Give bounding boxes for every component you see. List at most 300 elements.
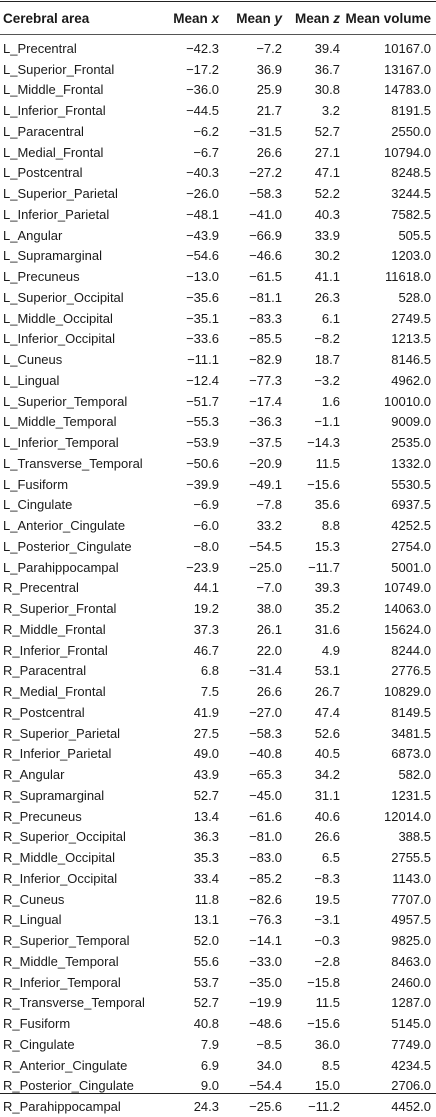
cell-mean-volume: 4452.0 xyxy=(391,1099,431,1115)
table-row xyxy=(0,266,436,287)
cell-area: L_Medial_Frontal xyxy=(3,144,104,160)
cell-area: R_Middle_Temporal xyxy=(3,953,119,969)
cell-mean-volume: 8146.5 xyxy=(391,352,431,368)
table-row xyxy=(0,121,436,142)
cell-mean-x: 36.3 xyxy=(193,829,219,845)
cell-mean-z: −3.2 xyxy=(314,372,340,388)
cell-mean-volume: 1143.0 xyxy=(392,870,431,886)
cell-mean-y: 22.0 xyxy=(256,642,282,658)
header-cerebral-area: Cerebral area xyxy=(3,10,90,26)
cell-area: L_Lingual xyxy=(3,372,60,388)
cell-mean-x: 9.0 xyxy=(200,1078,219,1094)
cell-area: L_Precentral xyxy=(3,40,77,56)
cell-mean-z: 3.2 xyxy=(321,103,340,119)
cell-area: L_Paracentral xyxy=(3,123,84,139)
cell-mean-x: −50.6 xyxy=(186,455,219,471)
cell-area: R_Superior_Temporal xyxy=(3,933,130,949)
cell-mean-y: −85.2 xyxy=(249,870,282,886)
cell-mean-volume: 5530.5 xyxy=(391,476,431,492)
cell-mean-x: 27.5 xyxy=(193,725,219,741)
cell-mean-z: 40.5 xyxy=(314,746,340,762)
table-row xyxy=(0,204,436,225)
table-row xyxy=(0,1055,436,1076)
cell-mean-x: −55.3 xyxy=(186,414,219,430)
cell-mean-volume: 10749.0 xyxy=(384,580,431,596)
table-row xyxy=(0,225,436,246)
cell-mean-z: 8.5 xyxy=(321,1057,340,1073)
table-row xyxy=(0,163,436,184)
cell-mean-z: 26.3 xyxy=(314,289,340,305)
cell-area: L_Inferior_Frontal xyxy=(3,103,106,119)
cell-mean-y: 25.9 xyxy=(256,82,282,98)
table-row xyxy=(0,910,436,931)
cell-mean-x: 52.7 xyxy=(193,995,219,1011)
cell-mean-y: −76.3 xyxy=(249,912,282,928)
header-mean-volume: Mean volume xyxy=(345,10,431,26)
cell-mean-x: 19.2 xyxy=(193,601,219,617)
cell-area: R_Inferior_Temporal xyxy=(3,974,121,990)
cell-mean-y: −33.0 xyxy=(249,953,282,969)
cell-mean-x: 7.9 xyxy=(200,1036,219,1052)
cell-mean-z: 47.1 xyxy=(314,165,340,181)
cell-mean-z: −14.3 xyxy=(307,435,340,451)
header-mean-y xyxy=(219,11,282,26)
cell-area: R_Superior_Occipital xyxy=(3,829,126,845)
cell-mean-z: 39.3 xyxy=(314,580,340,596)
cell-mean-z: 35.2 xyxy=(314,601,340,617)
cell-mean-volume: 505.5 xyxy=(398,227,431,243)
cell-mean-x: 33.4 xyxy=(193,870,219,886)
cell-mean-x: −51.7 xyxy=(186,393,219,409)
cell-mean-y: −7.0 xyxy=(256,580,282,596)
cell-area: R_Fusiform xyxy=(3,1016,71,1032)
cell-mean-x: −36.0 xyxy=(186,82,219,98)
cell-mean-x: 37.3 xyxy=(193,621,219,637)
cell-mean-y: −65.3 xyxy=(249,767,282,783)
table-row xyxy=(0,515,436,536)
cell-mean-x: −40.3 xyxy=(186,165,219,181)
cell-mean-z: 39.4 xyxy=(314,40,340,56)
cell-mean-volume: 1332.0 xyxy=(391,455,431,471)
cell-mean-y: −48.6 xyxy=(249,1016,282,1032)
cell-mean-z: 36.7 xyxy=(314,61,340,77)
cell-mean-volume: 1287.0 xyxy=(391,995,431,1011)
cell-mean-z: 40.6 xyxy=(314,808,340,824)
cell-mean-x: 40.8 xyxy=(193,1016,219,1032)
table-row xyxy=(0,951,436,972)
cell-mean-z: 26.6 xyxy=(314,829,340,845)
cell-mean-volume: 3481.5 xyxy=(391,725,431,741)
header-mean-y-var: y xyxy=(274,10,282,26)
cell-mean-z: −15.6 xyxy=(307,476,340,492)
cell-mean-volume: 7749.0 xyxy=(391,1036,431,1052)
table-row xyxy=(0,370,436,391)
cell-mean-volume: 4234.5 xyxy=(391,1057,431,1073)
cell-mean-volume: 2706.0 xyxy=(391,1078,431,1094)
cell-mean-x: −43.9 xyxy=(186,227,219,243)
cell-mean-y: −82.9 xyxy=(249,352,282,368)
cell-mean-x: −11.1 xyxy=(187,352,219,368)
cell-mean-x: −35.6 xyxy=(186,289,219,305)
cell-mean-volume: 2749.5 xyxy=(391,310,431,326)
cell-mean-x: −6.9 xyxy=(193,497,219,513)
table-row xyxy=(0,536,436,557)
cell-mean-volume: 6937.5 xyxy=(391,497,431,513)
cell-mean-z: −8.3 xyxy=(314,870,340,886)
table-row xyxy=(0,100,436,121)
cell-mean-volume: 12014.0 xyxy=(384,808,431,824)
cell-mean-y: −77.3 xyxy=(249,372,282,388)
table-row xyxy=(0,1096,436,1117)
cell-area: R_Medial_Frontal xyxy=(3,684,106,700)
cell-area: L_Transverse_Temporal xyxy=(3,455,143,471)
cell-mean-x: −6.2 xyxy=(193,123,219,139)
cell-mean-z: 36.0 xyxy=(314,1036,340,1052)
cell-mean-y: −7.2 xyxy=(256,40,282,56)
cell-area: L_Postcentral xyxy=(3,165,83,181)
cell-mean-x: −6.7 xyxy=(193,144,219,160)
cell-mean-y: −45.0 xyxy=(249,787,282,803)
cell-mean-volume: 4252.5 xyxy=(391,518,431,534)
table-row xyxy=(0,1034,436,1055)
cell-mean-x: −26.0 xyxy=(186,186,219,202)
cell-mean-volume: 2755.5 xyxy=(391,850,431,866)
cell-mean-y: −82.6 xyxy=(249,891,282,907)
cell-mean-x: 52.7 xyxy=(193,787,219,803)
table-row xyxy=(0,827,436,848)
cell-mean-z: 26.7 xyxy=(314,684,340,700)
table-row xyxy=(0,308,436,329)
table-row xyxy=(0,868,436,889)
table-row xyxy=(0,183,436,204)
cell-mean-volume: 6873.0 xyxy=(391,746,431,762)
cell-mean-volume: 4962.0 xyxy=(391,372,431,388)
cell-mean-z: 52.2 xyxy=(314,186,340,202)
table-row xyxy=(0,38,436,59)
cell-area: L_Cuneus xyxy=(3,352,63,368)
cell-mean-y: 38.0 xyxy=(256,601,282,617)
table-row xyxy=(0,785,436,806)
cell-mean-z: −1.1 xyxy=(314,414,340,430)
cell-area: L_Superior_Occipital xyxy=(3,289,124,305)
header-mean-x xyxy=(149,11,219,26)
cell-mean-volume: 8149.5 xyxy=(391,704,431,720)
table-row xyxy=(0,59,436,80)
header-mean-x-prefix: Mean xyxy=(173,10,212,26)
cell-mean-x: −13.0 xyxy=(186,269,219,285)
cell-area: R_Lingual xyxy=(3,912,62,928)
table-row xyxy=(0,889,436,910)
table-row xyxy=(0,474,436,495)
cell-mean-volume: 8248.5 xyxy=(391,165,431,181)
cell-mean-volume: 14063.0 xyxy=(384,601,431,617)
table-row xyxy=(0,495,436,516)
cell-mean-z: 18.7 xyxy=(314,352,340,368)
cell-mean-y: 34.0 xyxy=(256,1057,282,1073)
cell-area: L_Superior_Parietal xyxy=(3,186,118,202)
cell-mean-y: −83.0 xyxy=(249,850,282,866)
table-row xyxy=(0,391,436,412)
cell-area: L_Angular xyxy=(3,227,63,243)
cell-area: R_Inferior_Parietal xyxy=(3,746,112,762)
cell-mean-z: 11.5 xyxy=(315,995,340,1011)
table-row xyxy=(0,142,436,163)
cell-mean-volume: 1213.5 xyxy=(391,331,431,347)
cell-mean-volume: 8463.0 xyxy=(391,953,431,969)
table-row xyxy=(0,681,436,702)
cell-mean-z: 30.2 xyxy=(314,248,340,264)
cell-area: R_Transverse_Temporal xyxy=(3,995,145,1011)
cell-mean-y: −25.0 xyxy=(249,559,282,575)
cell-mean-volume: 388.5 xyxy=(398,829,431,845)
cell-mean-z: −11.7 xyxy=(308,559,340,575)
cell-mean-z: 31.1 xyxy=(314,787,340,803)
cell-mean-y: −36.3 xyxy=(249,414,282,430)
cell-mean-y: −20.9 xyxy=(249,455,282,471)
cell-mean-y: 26.6 xyxy=(256,684,282,700)
table-row xyxy=(0,619,436,640)
cell-mean-volume: 8191.5 xyxy=(391,103,431,119)
cell-mean-volume: 5145.0 xyxy=(391,1016,431,1032)
cell-area: R_Precuneus xyxy=(3,808,82,824)
cell-area: R_Cuneus xyxy=(3,891,65,907)
cell-mean-volume: 2535.0 xyxy=(391,435,431,451)
table-row xyxy=(0,598,436,619)
cell-mean-volume: 7707.0 xyxy=(391,891,431,907)
cell-mean-volume: 4957.5 xyxy=(391,912,431,928)
cell-mean-y: 36.9 xyxy=(256,61,282,77)
table-row xyxy=(0,557,436,578)
cell-area: R_Cingulate xyxy=(3,1036,75,1052)
cell-mean-y: −61.5 xyxy=(249,269,282,285)
cell-mean-x: −6.0 xyxy=(193,518,219,534)
cell-mean-volume: 10829.0 xyxy=(384,684,431,700)
table-row xyxy=(0,1013,436,1034)
cell-mean-y: −8.5 xyxy=(256,1036,282,1052)
cell-area: R_Anterior_Cingulate xyxy=(3,1057,128,1073)
table-bottom-rule xyxy=(0,1093,436,1094)
cell-mean-volume: 528.0 xyxy=(398,289,431,305)
cell-mean-z: −3.1 xyxy=(314,912,340,928)
cell-mean-x: 6.8 xyxy=(200,663,219,679)
cell-area: L_Superior_Frontal xyxy=(3,61,115,77)
table-row xyxy=(0,723,436,744)
table-row xyxy=(0,640,436,661)
cell-mean-x: 52.0 xyxy=(193,933,219,949)
cell-mean-x: 49.0 xyxy=(193,746,219,762)
cell-area: R_Superior_Parietal xyxy=(3,725,121,741)
cell-mean-volume: 14783.0 xyxy=(384,82,431,98)
table-row xyxy=(0,453,436,474)
cell-area: L_Cingulate xyxy=(3,497,73,513)
cell-mean-x: 11.8 xyxy=(194,891,219,907)
cell-area: R_Precentral xyxy=(3,580,79,596)
cell-mean-y: −41.0 xyxy=(249,206,282,222)
cell-mean-volume: 1231.5 xyxy=(391,787,431,803)
cell-area: L_Anterior_Cingulate xyxy=(3,518,126,534)
table-row xyxy=(0,806,436,827)
table-header-rule xyxy=(0,34,436,35)
header-mean-z-prefix: Mean xyxy=(294,10,334,26)
cell-mean-volume: 13167.0 xyxy=(384,61,431,77)
cell-mean-x: −44.5 xyxy=(186,103,219,119)
cell-mean-volume: 5001.0 xyxy=(391,559,431,575)
cell-mean-y: −7.8 xyxy=(256,497,282,513)
cell-mean-y: −25.6 xyxy=(249,1099,282,1115)
cell-area: R_Postcentral xyxy=(3,704,85,720)
cell-area: L_Fusiform xyxy=(3,476,69,492)
table-row xyxy=(0,329,436,350)
cell-mean-y: −40.8 xyxy=(249,746,282,762)
table-row xyxy=(0,578,436,599)
cell-mean-x: 6.9 xyxy=(200,1057,219,1073)
cell-area: L_Parahippocampal xyxy=(3,559,119,575)
cell-mean-z: 33.9 xyxy=(314,227,340,243)
cell-mean-z: 19.5 xyxy=(314,891,340,907)
cell-mean-z: 30.8 xyxy=(314,82,340,98)
cell-mean-z: 53.1 xyxy=(314,663,340,679)
cell-mean-x: 53.7 xyxy=(193,974,219,990)
cell-mean-y: −35.0 xyxy=(249,974,282,990)
cell-area: R_Posterior_Cingulate xyxy=(3,1078,134,1094)
cell-mean-z: 40.3 xyxy=(314,206,340,222)
cell-mean-y: −46.6 xyxy=(249,248,282,264)
cell-mean-x: 7.5 xyxy=(200,684,219,700)
cell-mean-x: 13.1 xyxy=(193,912,219,928)
cell-mean-x: 24.3 xyxy=(193,1099,219,1115)
cell-mean-volume: 9825.0 xyxy=(391,933,431,949)
cell-mean-z: 15.0 xyxy=(314,1078,340,1094)
cell-mean-y: −58.3 xyxy=(249,725,282,741)
cell-mean-z: 4.9 xyxy=(321,642,340,658)
table-row xyxy=(0,287,436,308)
cell-mean-y: −27.2 xyxy=(249,165,282,181)
table-row xyxy=(0,80,436,101)
cell-mean-y: −58.3 xyxy=(249,186,282,202)
cell-mean-y: −61.6 xyxy=(249,808,282,824)
table-row xyxy=(0,744,436,765)
cell-mean-x: 43.9 xyxy=(193,767,219,783)
cell-mean-volume: 2460.0 xyxy=(391,974,431,990)
table-row xyxy=(0,661,436,682)
cell-mean-y: −31.5 xyxy=(249,123,282,139)
cell-area: L_Inferior_Parietal xyxy=(3,206,110,222)
cell-mean-y: −85.5 xyxy=(249,331,282,347)
cell-area: L_Inferior_Temporal xyxy=(3,435,119,451)
cell-mean-volume: 11618.0 xyxy=(384,269,431,285)
cell-mean-z: 52.6 xyxy=(314,725,340,741)
cell-mean-y: −31.4 xyxy=(249,663,282,679)
cell-area: L_Supramarginal xyxy=(3,248,103,264)
cell-mean-volume: 10167.0 xyxy=(384,40,431,56)
cell-mean-x: 35.3 xyxy=(193,850,219,866)
cell-area: L_Posterior_Cingulate xyxy=(3,538,132,554)
cell-mean-volume: 9009.0 xyxy=(391,414,431,430)
cell-mean-x: −48.1 xyxy=(186,206,219,222)
cell-mean-volume: 8244.0 xyxy=(391,642,431,658)
cell-mean-y: −27.0 xyxy=(249,704,282,720)
cell-mean-volume: 582.0 xyxy=(398,767,431,783)
cell-mean-volume: 7582.5 xyxy=(391,206,431,222)
cell-area: R_Parahippocampal xyxy=(3,1099,121,1115)
cell-mean-volume: 10794.0 xyxy=(384,144,431,160)
cell-mean-x: 55.6 xyxy=(193,953,219,969)
table-row xyxy=(0,432,436,453)
cell-mean-y: −81.1 xyxy=(249,289,282,305)
table-row xyxy=(0,972,436,993)
cell-area: R_Middle_Occipital xyxy=(3,850,115,866)
cell-mean-z: 52.7 xyxy=(314,123,340,139)
table-row xyxy=(0,246,436,267)
cell-mean-x: −35.1 xyxy=(186,310,219,326)
cell-mean-x: 13.4 xyxy=(193,808,219,824)
cell-mean-z: 47.4 xyxy=(314,704,340,720)
cell-area: R_Supramarginal xyxy=(3,787,105,803)
header-mean-z xyxy=(282,11,340,26)
cell-mean-z: 34.2 xyxy=(314,767,340,783)
cell-mean-x: 46.7 xyxy=(193,642,219,658)
cell-mean-y: −83.3 xyxy=(249,310,282,326)
cell-area: L_Middle_Temporal xyxy=(3,414,117,430)
cell-mean-x: 41.9 xyxy=(193,704,219,720)
cell-mean-z: 31.6 xyxy=(314,621,340,637)
table-row xyxy=(0,847,436,868)
cell-mean-z: −11.2 xyxy=(308,1099,340,1115)
cell-mean-y: −49.1 xyxy=(249,476,282,492)
cell-area: L_Middle_Frontal xyxy=(3,82,104,98)
cell-mean-x: −17.2 xyxy=(186,61,219,77)
cell-mean-z: 15.3 xyxy=(314,538,340,554)
cell-mean-z: 6.5 xyxy=(321,850,340,866)
cell-mean-x: −12.4 xyxy=(186,372,219,388)
cell-mean-y: −66.9 xyxy=(249,227,282,243)
cell-area: R_Superior_Frontal xyxy=(3,601,117,617)
cell-mean-y: −17.4 xyxy=(249,393,282,409)
cell-mean-x: −54.6 xyxy=(186,248,219,264)
cell-area: R_Inferior_Frontal xyxy=(3,642,108,658)
cell-mean-z: −15.8 xyxy=(307,974,340,990)
cell-area: L_Superior_Temporal xyxy=(3,393,128,409)
cell-mean-y: 26.1 xyxy=(256,621,282,637)
cell-mean-z: 6.1 xyxy=(321,310,340,326)
cell-mean-volume: 15624.0 xyxy=(384,621,431,637)
cell-mean-x: −42.3 xyxy=(186,40,219,56)
cell-mean-y: −81.0 xyxy=(249,829,282,845)
cell-mean-x: −8.0 xyxy=(193,538,219,554)
table-row xyxy=(0,702,436,723)
cell-mean-x: −23.9 xyxy=(186,559,219,575)
cell-mean-volume: 2776.5 xyxy=(391,663,431,679)
cell-mean-y: 21.7 xyxy=(256,103,282,119)
cell-mean-x: −33.6 xyxy=(186,331,219,347)
cell-mean-volume: 10010.0 xyxy=(384,393,431,409)
cell-mean-z: 1.6 xyxy=(321,393,340,409)
header-mean-z-var: z xyxy=(333,10,340,26)
cell-mean-z: −0.3 xyxy=(314,933,340,949)
cell-mean-z: 35.6 xyxy=(314,497,340,513)
cell-area: R_Angular xyxy=(3,767,65,783)
cell-mean-y: −14.1 xyxy=(249,933,282,949)
cell-area: L_Middle_Occipital xyxy=(3,310,113,326)
table-top-rule xyxy=(0,1,436,2)
cell-mean-y: 26.6 xyxy=(256,144,282,160)
header-mean-y-prefix: Mean xyxy=(236,10,275,26)
cell-mean-x: 44.1 xyxy=(193,580,219,596)
cell-mean-x: −53.9 xyxy=(186,435,219,451)
table-header-row xyxy=(0,3,436,33)
cell-mean-volume: 2754.0 xyxy=(391,538,431,554)
cell-mean-x: −39.9 xyxy=(186,476,219,492)
